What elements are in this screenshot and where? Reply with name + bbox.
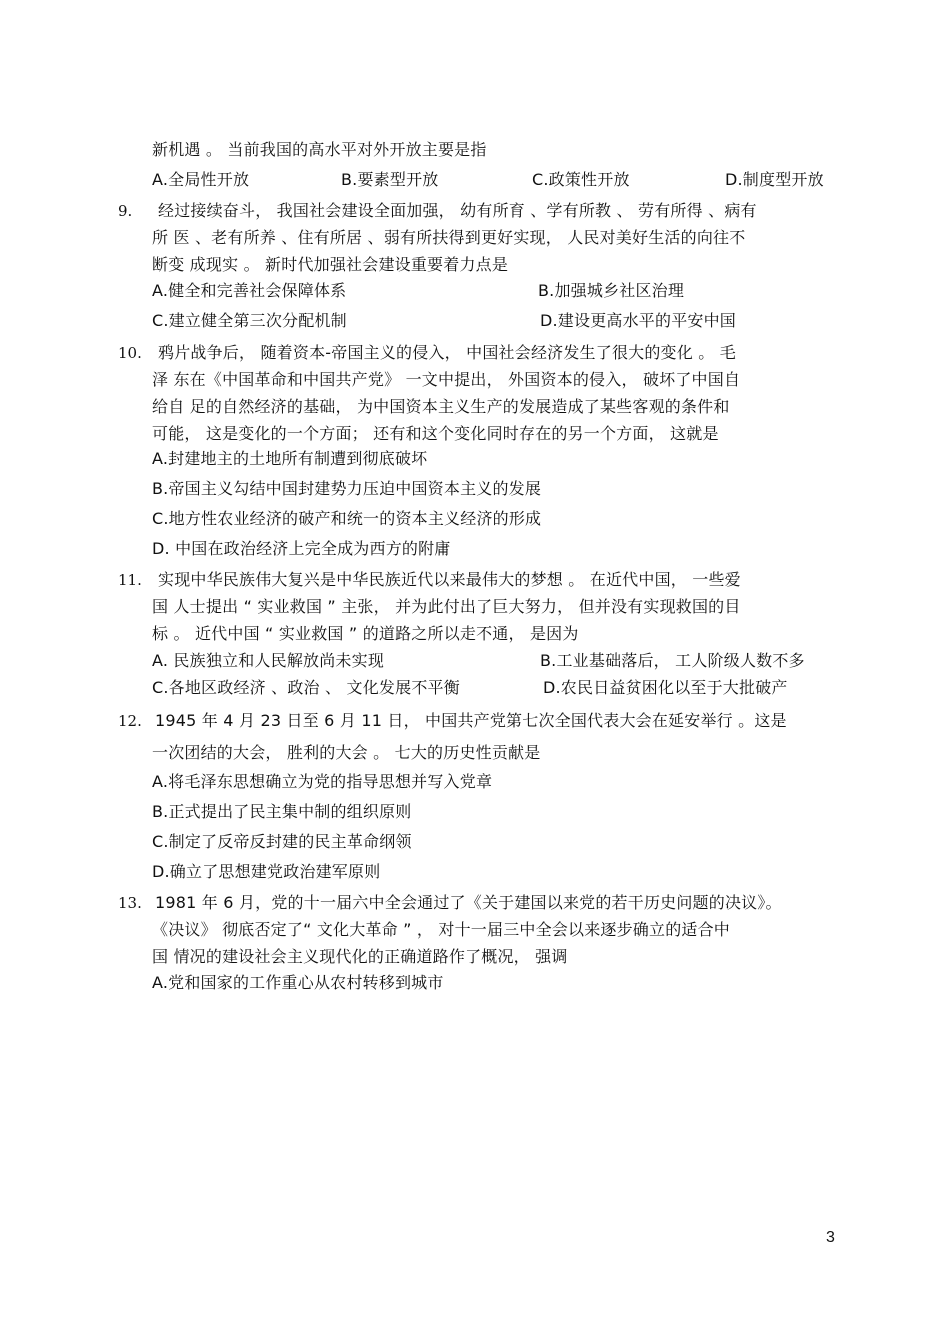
q11-stem-line-1: 实现中华民族伟大复兴是中华民族近代以来最伟大的梦想 。 在近代中国， 一些爱	[158, 570, 741, 589]
q11-option-c: C.各地区政经济 、政治 、 文化发展不平衡	[152, 678, 460, 697]
q10-option-b: B.帝国主义勾结中国封建势力压迫中国资本主义的发展	[152, 479, 542, 498]
q8-option-d: D.制度型开放	[725, 170, 824, 189]
q13-option-a: A.党和国家的工作重心从农村转移到城市	[152, 973, 444, 992]
q12-option-d: D.确立了思想建党政治建军原则	[152, 862, 381, 881]
q13-stem-line-1: 1981 年 6 月，党的十一届六中全会通过了《关于建国以来党的若干历史问题的决议》。	[155, 893, 782, 912]
page-number: 3	[826, 1229, 835, 1246]
q8-stem-end: 新机遇 。 当前我国的高水平对外开放主要是指	[152, 140, 487, 159]
q10-option-a: A.封建地主的土地所有制遭到彻底破坏	[152, 449, 428, 468]
q9-option-a: A.健全和完善社会保障体系	[152, 281, 347, 300]
q10-stem-line-1: 鸦片战争后， 随着资本-帝国主义的侵入， 中国社会经济发生了很大的变化 。 毛	[158, 343, 736, 362]
q9-number: 9.	[118, 202, 133, 220]
q12-option-a: A.将毛泽东思想确立为党的指导思想并写入党章	[152, 772, 493, 791]
q9-stem-line-2: 所 医 、老有所养 、住有所居 、弱有所扶得到更好实现， 人民对美好生活的向往不	[152, 228, 746, 247]
q11-number: 11.	[118, 571, 142, 589]
q9-stem-line-3: 断变 成现实 。 新时代加强社会建设重要着力点是	[152, 255, 509, 274]
q10-stem-line-3: 给自 足的自然经济的基础， 为中国资本主义生产的发展造成了某些客观的条件和	[152, 397, 730, 416]
q9-stem-line-1: 经过接续奋斗， 我国社会建设全面加强， 幼有所育 、学有所教 、 劳有所得 、病有	[158, 201, 757, 220]
q10-number: 10.	[118, 344, 142, 362]
q12-option-b: B.正式提出了民主集中制的组织原则	[152, 802, 412, 821]
q11-option-d: D.农民日益贫困化以至于大批破产	[543, 678, 788, 697]
q9-option-b: B.加强城乡社区治理	[538, 281, 685, 300]
q12-stem-line-1: 1945 年 4 月 23 日至 6 月 11 日， 中国共产党第七次全国代表大会在延安举行 。这是	[155, 711, 787, 730]
q10-stem-line-2: 泽 东在《中国革命和中国共产党》 一文中提出， 外国资本的侵入， 破坏了中国自	[152, 370, 741, 389]
q11-option-a: A. 民族独立和人民解放尚未实现	[152, 651, 385, 670]
q8-option-c: C.政策性开放	[532, 170, 630, 189]
q12-number: 12.	[118, 712, 142, 730]
q8-option-b: B.要素型开放	[341, 170, 439, 189]
q11-stem-line-3: 标 。 近代中国 “ 实业救国 ” 的道路之所以走不通， 是因为	[152, 624, 579, 643]
q13-stem-line-2: 《决议》 彻底否定了“ 文化大革命 ” ， 对十一届三中全会以来逐步确立的适合中	[152, 920, 731, 939]
q12-stem-line-2: 一次团结的大会， 胜利的大会 。 七大的历史性贡献是	[152, 743, 541, 762]
q10-stem-line-4: 可能， 这是变化的一个方面； 还有和这个变化同时存在的另一个方面， 这就是	[152, 424, 719, 443]
q12-option-c: C.制定了反帝反封建的民主革命纲领	[152, 832, 412, 851]
q11-option-b: B.工业基础落后， 工人阶级人数不多	[540, 651, 805, 670]
q10-option-d: D. 中国在政治经济上完全成为西方的附庸	[152, 539, 451, 558]
q13-number: 13.	[118, 894, 142, 912]
q13-stem-line-3: 国 情况的建设社会主义现代化的正确道路作了概况， 强调	[152, 947, 568, 966]
q9-option-c: C.建立健全第三次分配机制	[152, 311, 347, 330]
q10-option-c: C.地方性农业经济的破产和统一的资本主义经济的形成	[152, 509, 542, 528]
q11-stem-line-2: 国 人士提出 “ 实业救国 ” 主张， 并为此付出了巨大努力， 但并没有实现救国的目	[152, 597, 741, 616]
q9-option-d: D.建设更高水平的平安中国	[540, 311, 737, 330]
q8-option-a: A.全局性开放	[152, 170, 250, 189]
